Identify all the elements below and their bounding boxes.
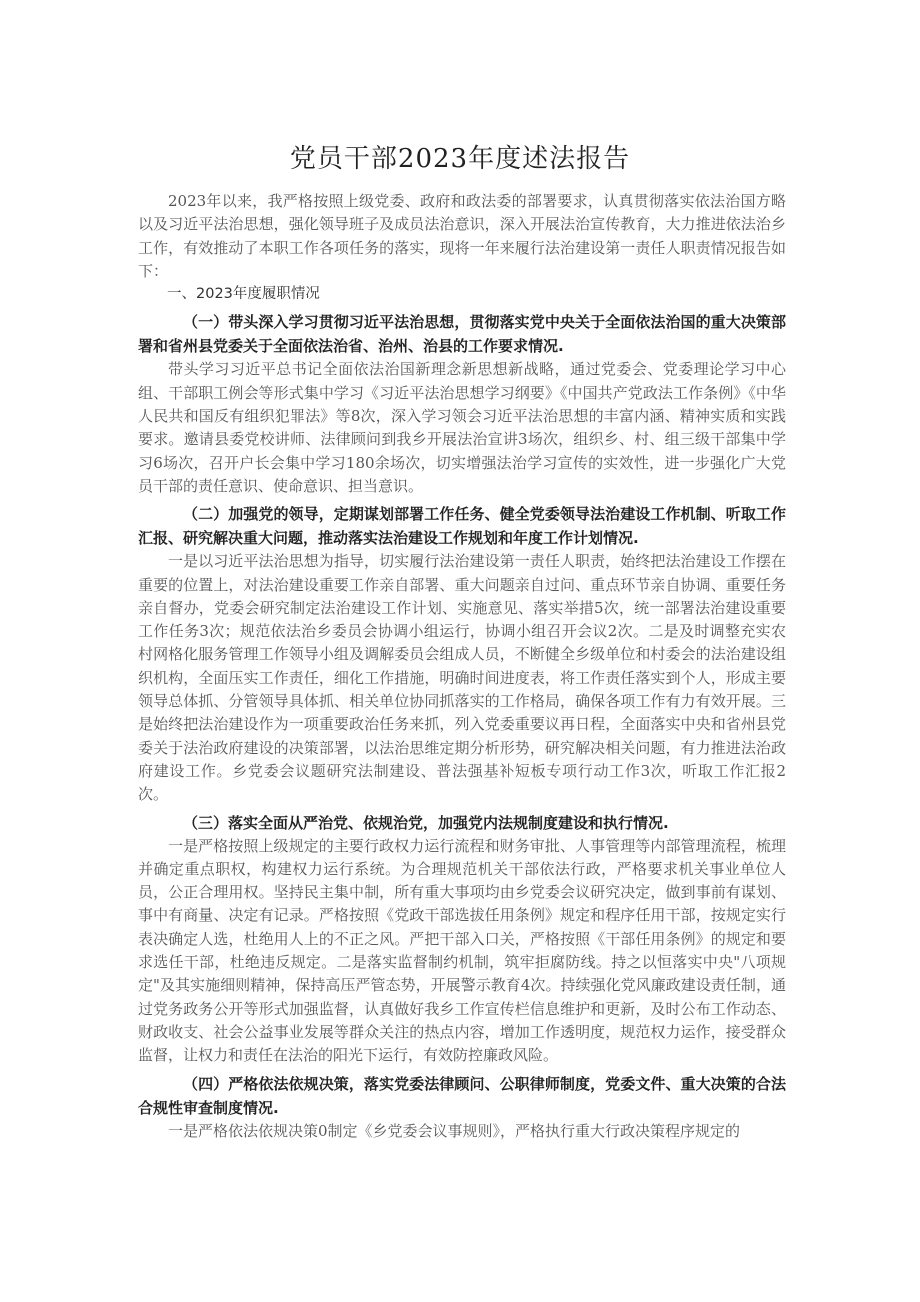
subsection-heading-1: （一）带头深入学习贯彻习近平法治思想，贯彻落实党中央关于全面依法治国的重大决策部署和省州县党委关于全面依法治省、治州、治县的工作要求情况. — [138, 313, 786, 356]
paragraph-2: 一是以习近平法治思想为指导，切实履行法治建设第一责任人职责，始终把法治建设工作摆在重要的位置上，对法治建设重要工作亲自部署、重大问题亲自过问、重点环节亲自协调、重要任务亲自督办，党委会研究制定法治建设工作计划、实施意见、落实举措5次，统一部署法治建设重要工作任务3次；规范依法治乡委员会协调小组运行，协调小组召开会议2次。二是及时调整充实农村网格化服务管理工作领导小组及调解委员会组成人员，不断健全乡级单位和村委会的法治建设组织机构，全面压实工作责任，细化工作措施，明确时间进度表，将工作责任落实到个人，形成主要领导总体抓、分管领导具体抓、相关单位协同抓落实的工作格局，确保各项工作有力有效开展。三是始终把法治建设作为一项重要政治任务来抓，列入党委重要议再日程，全面落实中央和省州县党委关于法治政府建设的决策部署，以法治思维定期分析形势，研究解决相关问题，有力推进法治政府建设工作。乡党委会议题研究法制建设、普法强基补短板专项行动工作3次，听取工作汇报2次。 — [138, 552, 786, 804]
paragraph-3: 一是严格按照上级规定的主要行政权力运行流程和财务审批、人事管理等内部管理流程，梳理并确定重点职权，构建权力运行系统。为合理规范机关干部依法行政，严格要求机关事业单位人员，公正合理用权。坚持民主集中制，所有重大事项均由乡党委会议研究决定，做到事前有谋划、事中有商量、决定有记录。严格按照《党政干部选拔任用条例》规定和程序任用干部，按规定实行表决确定人选，杜绝用人上的不正之风。严把干部入口关，严格按照《干部任用条例》的规定和要求选任干部，杜绝违反规定。二是落实监督制约机制，筑牢拒腐防线。持之以恒落实中央"八项规定"及其实施细则精神，保持高压严管态势，开展警示教育4次。持续强化党风廉政建设责任制，通过党务政务公开等形式加强监督，认真做好我乡工作宣传栏信息维护和更新，及时公布工作动态、财政收支、社会公益事业发展等群众关注的热点内容，增加工作透明度，规范权力运作，接受群众监督，让权力和责任在法治的阳光下运行，有效防控廉政风险。 — [138, 836, 786, 1065]
intro-paragraph: 2023年以来，我严格按照上级党委、政府和政法委的部署要求，认真贯彻落实依法治国方略以及习近平法治思想，强化领导班子及成员法治意识，深入开展法治宣传教育，大力推进依法治乡工作，有效推动了本职工作各项任务的落实，现将一年来履行法治建设第一责任人职责情况报告如下： — [138, 192, 786, 280]
subsection-heading-4: （四）严格依法依规决策，落实党委法律顾问、公职律师制度，党委文件、重大决策的合法合规性审查制度情况. — [138, 1074, 786, 1117]
subsection-heading-3: （三）落实全面从严治党、依规治党，加强党内法规制度建设和执行情况. — [183, 813, 669, 832]
document-title: 党员干部2023年度述法报告 — [289, 144, 631, 174]
paragraph-1: 带头学习习近平总书记全面依法治国新理念新思想新战略，通过党委会、党委理论学习中心组、干部职工例会等形式集中学习《习近平法治思想学习纲要》《中国共产党政法工作条例》《中华人民共和国反有组织犯罪法》等8次，深入学习领会习近平法治思想的丰富内涵、精神实质和实践要求。邀请县委党校讲师、法律顾问到我乡开展法治宣讲3场次，组织乡、村、组三级干部集中学习6场次，召开户长会集中学习180余场次，切实增强法治学习宣传的实效性，进一步强化广大党员干部的责任意识、使命意识、担当意识。 — [138, 360, 786, 495]
paragraph-4: 一是严格依法依规决策0制定《乡党委会议事规则》，严格执行重大行政决策程序规定的 — [168, 1121, 741, 1140]
document-body — [138, 190, 786, 1143]
section-heading: 一、2023年度履职情况 — [167, 286, 320, 303]
subsection-heading-2: （二）加强党的领导，定期谋划部署工作任务、健全党委领导法治建设工作机制、听取工作汇报、研究解决重大问题，推动落实法治建设工作规划和年度工作计划情况. — [138, 505, 786, 548]
